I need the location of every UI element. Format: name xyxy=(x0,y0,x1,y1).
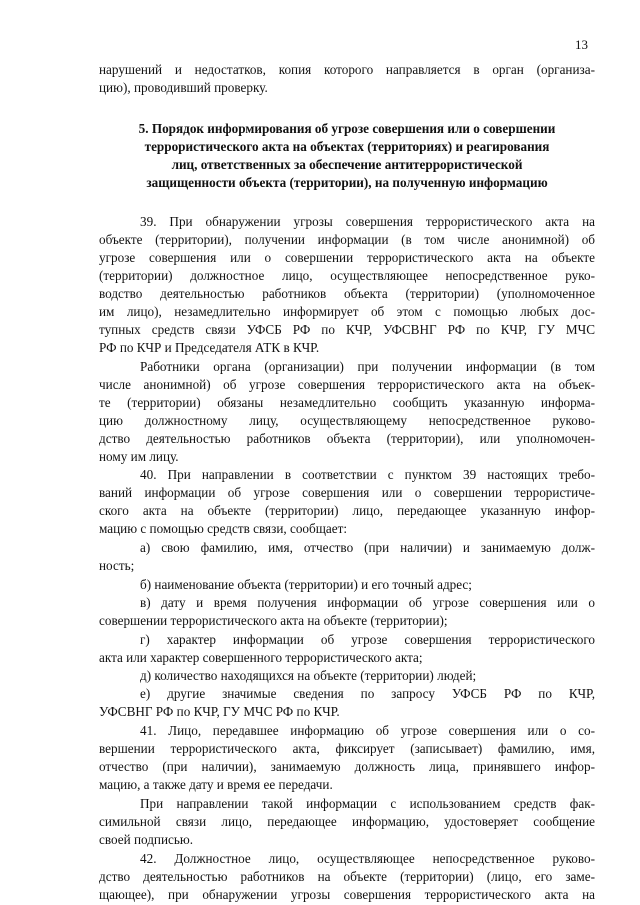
paragraph-line: б) наименование объекта (территории) и его точный адрес; xyxy=(140,577,472,592)
paragraph-line: симильной связи лицо, передающее информацию, удостоверяет сообщение xyxy=(99,814,595,829)
paragraph-line: своей подписью. xyxy=(99,832,194,847)
section-heading-line: террористического акта на объектах (территориях) и реагирования xyxy=(144,139,550,154)
paragraph-line: числе анонимной) об угрозе совершения террористического акта на объек- xyxy=(99,377,595,392)
paragraph-line: а) свою фамилию, имя, отчество (при наличии) и занимаемую долж- xyxy=(140,540,595,555)
paragraph-line: вершении террористического акта, фиксирует (записывает) фамилию, имя, xyxy=(99,741,595,756)
paragraph-line: г) характер информации об угрозе совершения террористического xyxy=(140,632,595,647)
paragraph-line: 42. Должностное лицо, осуществляющее непосредственное руково- xyxy=(140,851,595,866)
section-heading-line: лиц, ответственных за обеспечение антитеррористической xyxy=(171,157,523,172)
paragraph-line: д) количество находящихся на объекте (территории) людей; xyxy=(140,668,477,683)
paragraph-line: им лицо), незамедлительно информирует об этом с помощью любых дос- xyxy=(99,304,595,319)
paragraph-line: те (территории) обязаны незамедлительно сообщить указанную информа- xyxy=(99,395,595,410)
intro-line: нарушений и недостатков, копия которого направляется в орган (организа- xyxy=(99,62,595,77)
paragraph-line: объекте (территории), получении информации (в том числе анонимной) об xyxy=(99,232,595,247)
paragraph-line: отчество (при наличии), занимаемую должность лица, принявшего инфор- xyxy=(99,759,595,774)
paragraph-line: Работники органа (организации) при получении информации (в том xyxy=(140,359,595,374)
paragraph-line: в) дату и время получения информации об угрозе совершения или о xyxy=(140,595,595,610)
paragraph-line: тупных средств связи УФСБ РФ по КЧР, УФСВНГ РФ по КЧР, ГУ МЧС xyxy=(99,322,595,337)
paragraph-line: водство деятельностью работников объекта (территории) (уполномоченное xyxy=(99,286,595,301)
paragraph-line: акта или характер совершенного террористического акта; xyxy=(99,650,423,665)
paragraph-line: При направлении такой информации с использованием средств фак- xyxy=(140,796,595,811)
paragraph-line: 39. При обнаружении угрозы совершения террористического акта на xyxy=(140,214,595,229)
paragraph-line: ному им лицу. xyxy=(99,449,179,464)
intro-line: цию), проводивший проверку. xyxy=(99,80,268,95)
paragraph-line: щающее), при обнаружении угрозы совершения террористического акта на xyxy=(99,887,595,902)
paragraph-line: мацию с помощью средств связи, сообщает: xyxy=(99,521,348,536)
paragraph-line: 40. При направлении в соответствии с пунктом 39 настоящих требо- xyxy=(140,467,595,482)
paragraph-line: дство деятельностью работников объекта (территории), или уполномочен- xyxy=(99,431,595,446)
paragraph-line: цию должностному лицу, осуществляющему непосредственное руково- xyxy=(99,413,595,428)
paragraph-line: ваний информации об угрозе совершения или о совершении террористиче- xyxy=(99,485,595,500)
paragraph-line: дство деятельностью работников на объекте (территории) (лицо, его заме- xyxy=(99,869,595,884)
paragraph-line: РФ по КЧР и Председателя АТК в КЧР. xyxy=(99,340,320,355)
paragraph-line: УФСВНГ РФ по КЧР, ГУ МЧС РФ по КЧР. xyxy=(99,704,340,719)
paragraph-line: 41. Лицо, передавшее информацию об угрозе совершения или о со- xyxy=(140,723,595,738)
section-heading-line: защищенности объекта (территории), на полученную информацию xyxy=(146,175,548,190)
paragraph-line: мацию, а также дату и время ее передачи. xyxy=(99,777,333,792)
paragraph-line: ность; xyxy=(99,558,135,573)
paragraph-line: угрозе совершения или о совершении террористического акта на объекте xyxy=(99,250,595,265)
paragraph-line: (территории) должностное лицо, осуществляющее непосредственное руко- xyxy=(99,268,595,283)
paragraph-line: е) другие значимые сведения по запросу УФСБ РФ по КЧР, xyxy=(140,686,595,701)
page-number: 13 xyxy=(575,37,588,52)
paragraph-line: ского акта на объекте (территории) лицо, передающее указанную инфор- xyxy=(99,503,595,518)
paragraph-line: совершении террористического акта на объекте (территории); xyxy=(99,613,448,628)
section-heading-line: 5. Порядок информирования об угрозе совершения или о совершении xyxy=(138,121,556,136)
